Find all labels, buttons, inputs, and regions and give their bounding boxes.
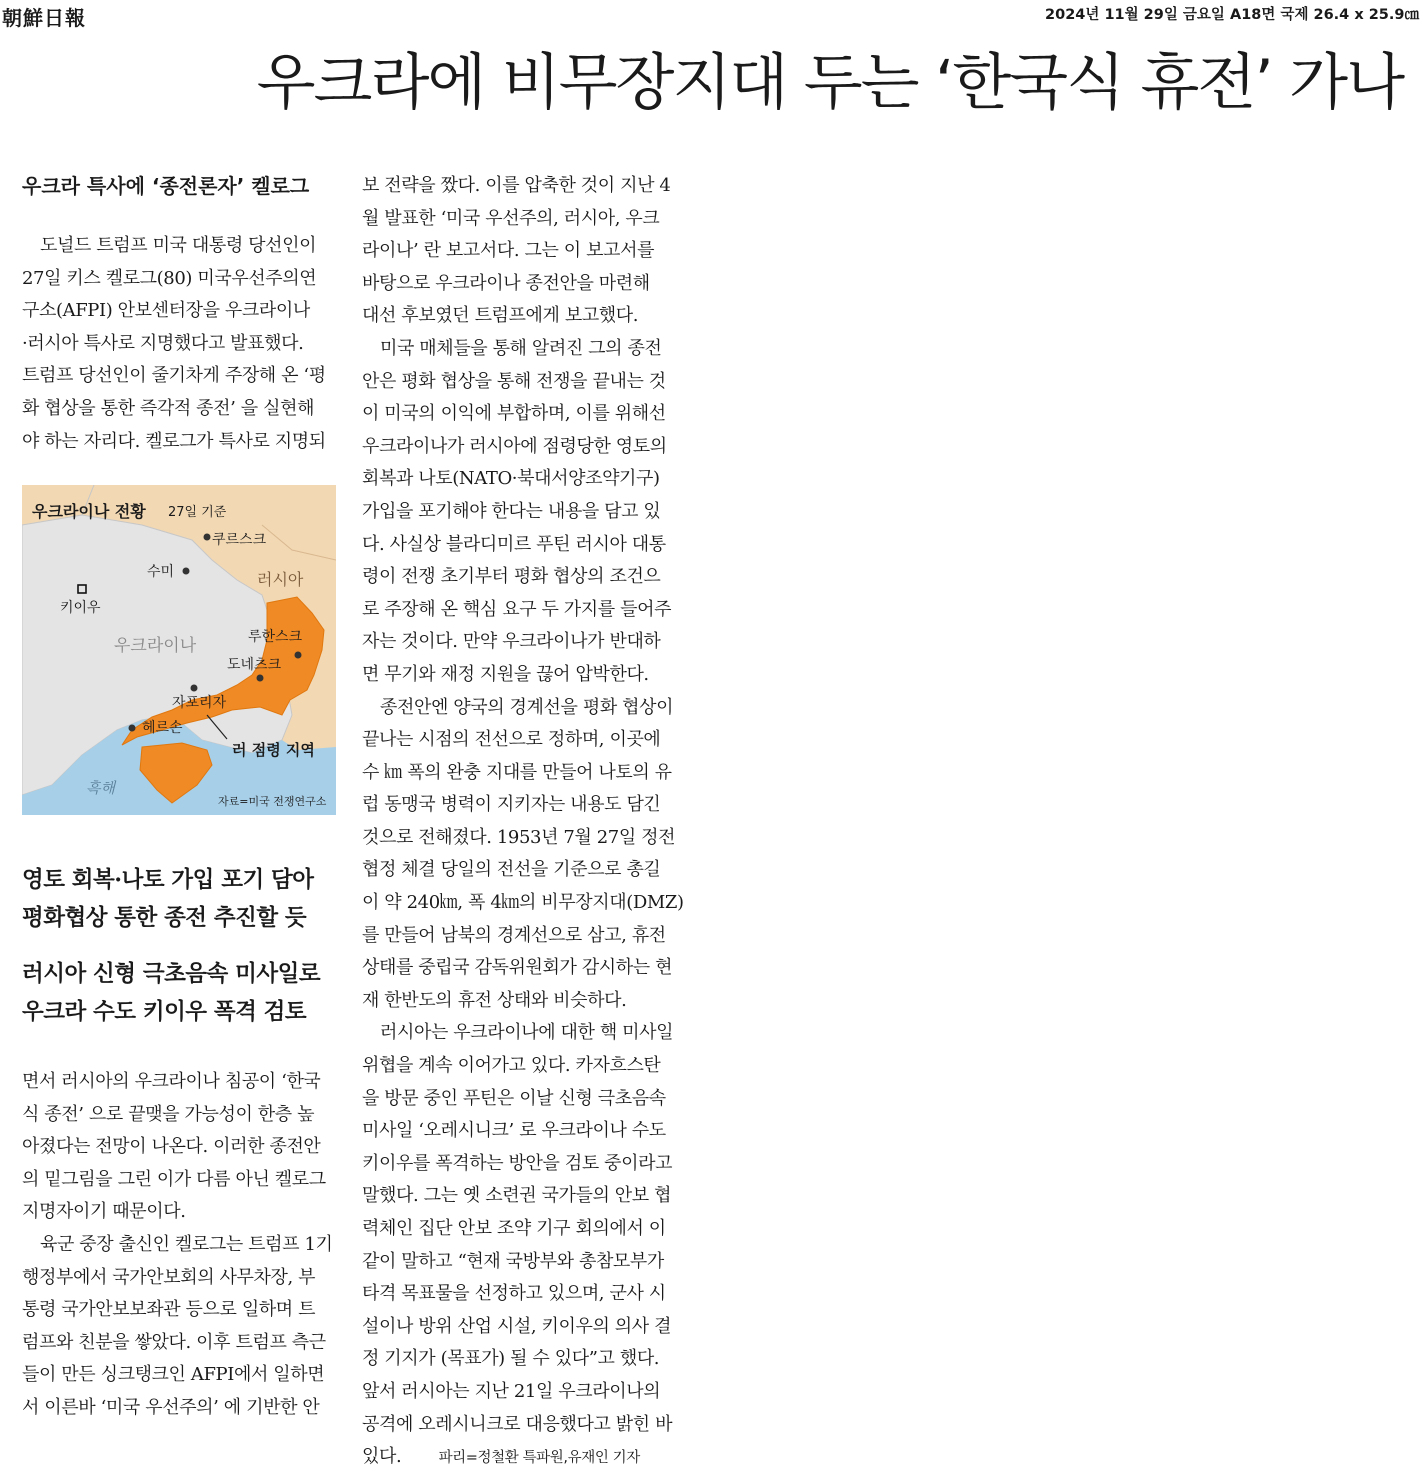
text-line: 수 ㎞ 폭의 완충 지대를 만들어 나토의 유 bbox=[362, 761, 672, 783]
text-line: 식 종전’ 으로 끝맺을 가능성이 한층 높 bbox=[22, 1103, 315, 1125]
text-line: 27일 키스 켈로그(80) 미국우선주의연 bbox=[22, 267, 317, 289]
text-line: 있다. bbox=[362, 1446, 402, 1468]
map-title: 우크라이나 전황 bbox=[32, 502, 146, 521]
text-line: 설이나 방위 산업 시설, 키이우의 의사 결 bbox=[362, 1315, 672, 1337]
text-line: 로 주장해 온 핵심 요구 두 가지를 들어주 bbox=[362, 598, 672, 620]
text-line: 의 밑그림을 그린 이가 다름 아닌 켈로그 bbox=[22, 1168, 326, 1190]
text-line: 키이우를 폭격하는 방안을 검토 중이라고 bbox=[362, 1152, 673, 1174]
text-line: 화 협상을 통한 즉각적 종전’ 을 실현해 bbox=[22, 397, 315, 419]
text-line-last bbox=[362, 1441, 680, 1475]
text-line: 령이 전쟁 초기부터 평화 협상의 조건으 bbox=[362, 566, 661, 588]
text-line: 공격에 오레시니크로 대응했다고 밝힌 바 bbox=[362, 1413, 673, 1435]
text-line: 를 만들어 남북의 경계선으로 삼고, 휴전 bbox=[362, 924, 666, 946]
text-line: 정 기지가 (목표가) 될 수 있다”고 했다. bbox=[362, 1348, 660, 1370]
text-line: 트럼프 당선인이 줄기차게 주장해 온 ‘평 bbox=[22, 365, 326, 387]
text-line: 우크라이나가 러시아에 점령당한 영토의 bbox=[362, 435, 667, 457]
text-line: 통령 국가안보보좌관 등으로 일하며 트 bbox=[22, 1299, 316, 1321]
paragraph bbox=[22, 1066, 338, 1425]
text-line: 회복과 나토(NATO·북대서양조약기구) bbox=[362, 468, 660, 490]
column-1-bottom bbox=[22, 1066, 338, 1425]
text-line: 미국 매체들을 통해 알려진 그의 종전 bbox=[380, 337, 662, 359]
text-line: 라이나’ 란 보고서다. 그는 이 보고서를 bbox=[362, 240, 655, 262]
text-line: 자는 것이다. 만약 우크라이나가 반대하 bbox=[362, 631, 661, 653]
city-label: 도네츠크 bbox=[227, 657, 282, 673]
text-line: 행정부에서 국가안보회의 사무차장, 부 bbox=[22, 1266, 316, 1288]
text-line: 위협을 계속 이어가고 있다. 카자흐스탄 bbox=[362, 1055, 661, 1077]
country-label: 러시아 bbox=[257, 570, 304, 589]
text-line: ·러시아 특사로 지명했다고 발표했다. bbox=[22, 332, 304, 354]
text-line: 이 미국의 이익에 부합하며, 이를 위해선 bbox=[362, 403, 666, 425]
text-line: 대선 후보였던 트럼프에게 보고했다. bbox=[362, 305, 639, 327]
text-line: 가입을 포기해야 한다는 내용을 담고 있 bbox=[362, 500, 661, 522]
text-line: 력체인 집단 안보 조약 기구 회의에서 이 bbox=[362, 1218, 666, 1239]
column-2 bbox=[362, 170, 684, 1475]
masthead-logo: 朝鮮日報 bbox=[2, 6, 86, 30]
text-line: 앞서 러시아는 지난 21일 우크라이나의 bbox=[362, 1380, 661, 1402]
text-line: 서 이른바 ‘미국 우선주의’ 에 기반한 안 bbox=[22, 1396, 320, 1418]
text-line: 보 전략을 짰다. 이를 압축한 것이 지난 4 bbox=[362, 175, 671, 196]
column-1-top bbox=[22, 230, 338, 458]
subhead-2 bbox=[22, 955, 320, 1031]
subhead-line: 우크라 수도 키이우 폭격 검토 bbox=[22, 999, 307, 1025]
text-line: 면서 러시아의 우크라이나 침공이 ‘한국 bbox=[22, 1071, 321, 1092]
text-line: 면 무기와 재정 지원을 끊어 압박한다. bbox=[362, 663, 649, 685]
text-line: 바탕으로 우크라이나 종전안을 마련해 bbox=[362, 272, 650, 294]
text-line: 이 약 240㎞, 폭 4㎞의 비무장지대(DMZ) bbox=[362, 892, 684, 914]
text-line: 다. 사실상 블라디미르 푸틴 러시아 대통 bbox=[362, 533, 666, 555]
text-line: 끝나는 시점의 전선으로 정하며, 이곳에 bbox=[362, 729, 661, 751]
text-line: 안은 평화 협상을 통해 전쟁을 끝내는 것 bbox=[362, 370, 666, 392]
text-line: 상태를 중립국 감독위원회가 감시하는 현 bbox=[362, 957, 673, 979]
subhead-line: 러시아 신형 극초음속 미사일로 bbox=[22, 961, 321, 987]
sea-label: 흑해 bbox=[86, 779, 115, 797]
text-line: 럼프와 친분을 쌓았다. 이후 트럼프 측근 bbox=[22, 1331, 326, 1353]
country-label: 우크라이나 bbox=[114, 636, 197, 656]
issue-info: 2024년 11월 29일 금요일 A18면 국제 26.4 x 25.9㎝ bbox=[1045, 7, 1419, 23]
paragraph bbox=[22, 230, 338, 458]
text-line: 야 하는 자리다. 켈로그가 특사로 지명되 bbox=[22, 430, 326, 452]
text-line: 들이 만든 싱크탱크인 AFPI에서 일하면 bbox=[22, 1364, 325, 1386]
text-line: 타격 목표물을 선정하고 있으며, 군사 시 bbox=[362, 1283, 666, 1305]
city-label: 헤르손 bbox=[142, 720, 183, 736]
text-line: 종전안엔 양국의 경계선을 평화 협상이 bbox=[380, 696, 674, 718]
text-line: 러시아는 우크라이나에 대한 핵 미사일 bbox=[380, 1022, 674, 1044]
text-line: 도널드 트럼프 미국 대통령 당선인이 bbox=[40, 235, 317, 256]
text-line: 협정 체결 당일의 전선을 기준으로 총길 bbox=[362, 859, 661, 881]
text-line: 말했다. 그는 옛 소련권 국가들의 안보 협 bbox=[362, 1185, 672, 1207]
text-line: 구소(AFPI) 안보센터장을 우크라이나 bbox=[22, 300, 310, 322]
subhead-line: 평화협상 통한 종전 추진할 듯 bbox=[22, 905, 307, 931]
occupied-label: 러 점령 지역 bbox=[232, 741, 315, 759]
paragraph bbox=[362, 170, 684, 1475]
text-line: 것으로 전해졌다. 1953년 7월 27일 정전 bbox=[362, 826, 676, 848]
subhead-1 bbox=[22, 861, 314, 937]
map-source: 자료=미국 전쟁연구소 bbox=[218, 795, 327, 808]
text-line: 같이 말하고 “현재 국방부와 총참모부가 bbox=[362, 1250, 664, 1272]
text-line: 지명자이기 때문이다. bbox=[22, 1201, 186, 1223]
map-date: 27일 기준 bbox=[168, 505, 227, 520]
city-label: 쿠르스크 bbox=[212, 532, 267, 548]
text-line: 아졌다는 전망이 나온다. 이러한 종전안 bbox=[22, 1136, 321, 1158]
text-line: 육군 중장 출신인 켈로그는 트럼프 1기 bbox=[40, 1233, 333, 1255]
text-line: 을 방문 중인 푸틴은 이날 신형 극초음속 bbox=[362, 1087, 666, 1109]
text-line: 재 한반도의 휴전 상태와 비슷하다. bbox=[362, 989, 627, 1011]
sub-headline: 우크라 특사에 ‘종전론자’ 켈로그 bbox=[22, 174, 310, 198]
city-label: 수미 bbox=[147, 564, 175, 580]
war-map bbox=[22, 485, 336, 815]
text-line: 미사일 ‘오레시니크’ 로 우크라이나 수도 bbox=[362, 1120, 666, 1142]
byline: 파리=정철환 특파원,유재인 기자 bbox=[438, 1450, 640, 1467]
city-label: 키이우 bbox=[60, 600, 101, 616]
subhead-line: 영토 회복·나토 가입 포기 담아 bbox=[22, 867, 314, 893]
city-label: 루한스크 bbox=[248, 629, 303, 645]
text-line: 럽 동맹국 병력이 지키자는 내용도 담긴 bbox=[362, 794, 661, 816]
headline: 우크라에 비무장지대 두는 ‘한국식 휴전’ 가나 bbox=[256, 47, 1403, 118]
city-label: 자포리자 bbox=[172, 695, 227, 711]
text-line: 월 발표한 ‘미국 우선주의, 러시아, 우크 bbox=[362, 207, 660, 229]
